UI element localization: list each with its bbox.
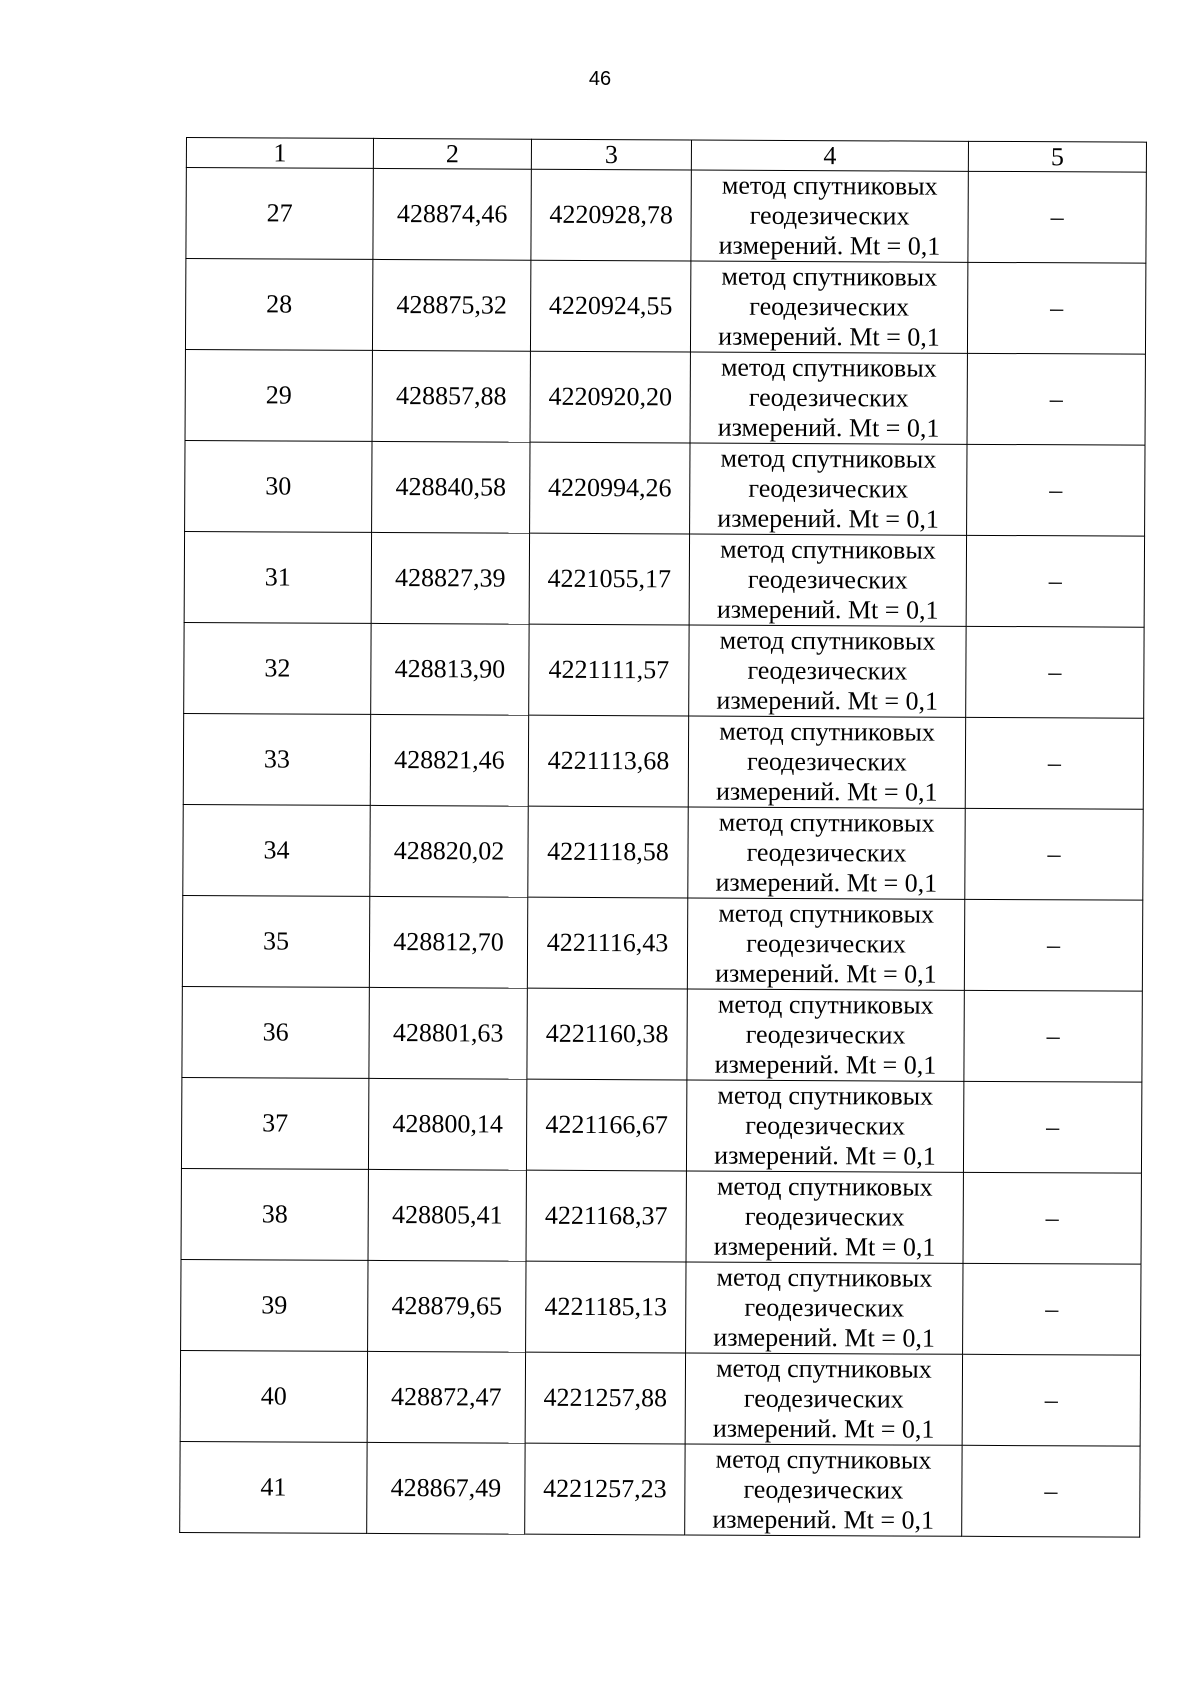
method-line: измерений. Mt = 0,1 — [716, 594, 939, 625]
x-coordinate-cell: 428857,88 — [372, 350, 530, 442]
y-coordinate-cell: 4221111,57 — [529, 624, 689, 716]
x-coordinate-cell: 428800,14 — [368, 1078, 526, 1170]
y-coordinate-cell: 4221055,17 — [529, 533, 689, 625]
y-coordinate-cell: 4221185,13 — [526, 1261, 686, 1353]
method-line: измерений. Mt = 0,1 — [715, 776, 938, 807]
note-cell: – — [965, 717, 1143, 809]
column-header-5: 5 — [968, 141, 1146, 172]
method-line: геодезических — [745, 1019, 906, 1050]
note-cell: – — [962, 1445, 1140, 1537]
note-cell: – — [965, 808, 1143, 900]
method-line: измерений. Mt = 0,1 — [716, 685, 939, 716]
point-number-cell: 34 — [183, 804, 370, 896]
x-coordinate-cell: 428827,39 — [371, 532, 529, 624]
method-line: метод спутниковых — [718, 898, 935, 929]
method-line: геодезических — [744, 1201, 905, 1232]
method-line: метод спутниковых — [719, 716, 936, 747]
method-line: геодезических — [743, 1383, 904, 1414]
x-coordinate-cell: 428805,41 — [368, 1169, 526, 1261]
point-number-cell: 33 — [183, 713, 370, 805]
method-line: метод спутниковых — [716, 1262, 933, 1293]
table-row — [181, 1077, 1141, 1173]
y-coordinate-cell: 4221116,43 — [527, 897, 687, 989]
x-coordinate-cell: 428813,90 — [371, 623, 529, 715]
method-line: метод спутниковых — [721, 170, 938, 201]
method-line: метод спутниковых — [717, 1080, 934, 1111]
x-coordinate-cell: 428867,49 — [367, 1442, 525, 1534]
page-number: 46 — [588, 68, 612, 90]
method-line: геодезических — [746, 928, 906, 959]
y-coordinate-cell: 4220994,26 — [530, 442, 690, 534]
method-line: измерений. Mt = 0,1 — [713, 1231, 936, 1262]
note-cell: – — [967, 353, 1145, 445]
method-cell — [687, 989, 964, 1081]
column-header-3: 3 — [531, 139, 691, 170]
point-number-cell: 36 — [182, 986, 369, 1078]
table-body — [180, 168, 1147, 1538]
method-cell — [689, 534, 966, 626]
y-coordinate-cell: 4220924,55 — [530, 260, 690, 352]
method-line: измерений. Mt = 0,1 — [712, 1504, 935, 1535]
point-number-cell: 32 — [184, 622, 371, 714]
column-header-1: 1 — [186, 138, 373, 169]
table-row — [181, 1168, 1141, 1264]
method-cell — [690, 261, 967, 353]
method-cell — [690, 443, 967, 535]
note-cell: – — [964, 990, 1142, 1082]
method-line: измерений. Mt = 0,1 — [718, 230, 941, 261]
column-header-2: 2 — [373, 138, 531, 169]
method-line: метод спутниковых — [717, 989, 934, 1020]
x-coordinate-cell: 428812,70 — [369, 896, 527, 988]
method-line: геодезических — [746, 837, 907, 868]
note-cell: – — [967, 262, 1145, 354]
table-row — [184, 622, 1144, 718]
point-number-cell: 39 — [181, 1259, 368, 1351]
table-row — [182, 986, 1142, 1082]
note-cell: – — [963, 1081, 1141, 1173]
header-row — [186, 138, 1146, 173]
method-cell — [686, 1171, 963, 1263]
point-number-cell: 28 — [185, 259, 372, 351]
method-cell — [690, 352, 967, 444]
method-line: измерений. Mt = 0,1 — [715, 958, 937, 989]
y-coordinate-cell: 4221257,23 — [525, 1443, 685, 1535]
x-coordinate-cell: 428840,58 — [372, 441, 530, 533]
method-line: геодезических — [747, 746, 907, 777]
method-line: метод спутниковых — [720, 443, 937, 474]
column-header-4: 4 — [691, 140, 968, 171]
method-line: геодезических — [747, 564, 908, 595]
x-coordinate-cell: 428879,65 — [368, 1260, 526, 1352]
point-number-cell: 40 — [180, 1350, 367, 1442]
table-row — [180, 1441, 1140, 1537]
note-cell: – — [967, 444, 1145, 536]
method-line: метод спутниковых — [715, 1444, 932, 1475]
y-coordinate-cell: 4221118,58 — [528, 806, 688, 898]
method-line: измерений. Mt = 0,1 — [717, 412, 940, 443]
method-line: измерений. Mt = 0,1 — [717, 503, 940, 534]
table-row — [182, 895, 1142, 991]
point-number-cell: 35 — [182, 895, 369, 987]
method-line: измерений. Mt = 0,1 — [714, 1049, 937, 1080]
method-line: метод спутниковых — [716, 1353, 932, 1384]
y-coordinate-cell: 4221166,67 — [526, 1079, 686, 1171]
method-line: геодезических — [748, 382, 909, 413]
method-cell — [689, 625, 966, 717]
method-cell — [687, 898, 964, 990]
note-cell: – — [966, 535, 1144, 627]
note-cell: – — [963, 1172, 1141, 1264]
point-number-cell: 41 — [180, 1441, 367, 1533]
method-line: геодезических — [748, 473, 909, 504]
point-number-cell: 27 — [186, 168, 373, 260]
point-number-cell: 30 — [185, 440, 372, 532]
table-row — [184, 531, 1144, 627]
table-row — [183, 713, 1143, 809]
y-coordinate-cell: 4221168,37 — [526, 1170, 686, 1262]
method-cell — [685, 1444, 962, 1536]
table-row — [183, 804, 1143, 900]
method-line: метод спутниковых — [720, 352, 937, 383]
x-coordinate-cell: 428875,32 — [372, 259, 530, 351]
point-number-cell: 31 — [184, 531, 371, 623]
method-line: геодезических — [743, 1474, 904, 1505]
note-cell: – — [964, 899, 1142, 991]
x-coordinate-cell: 428821,46 — [370, 714, 528, 806]
method-cell — [688, 716, 965, 808]
point-number-cell: 37 — [181, 1077, 368, 1169]
x-coordinate-cell: 428874,46 — [373, 168, 531, 260]
method-line: метод спутниковых — [718, 807, 935, 838]
table-row — [185, 349, 1145, 445]
x-coordinate-cell: 428820,02 — [370, 805, 528, 897]
method-cell — [686, 1262, 963, 1354]
y-coordinate-cell: 4221257,88 — [525, 1352, 685, 1444]
method-line: метод спутниковых — [719, 625, 936, 656]
method-line: измерений. Mt = 0,1 — [712, 1413, 935, 1444]
note-cell: – — [966, 626, 1144, 718]
method-line: геодезических — [744, 1292, 905, 1323]
method-line: геодезических — [745, 1110, 906, 1141]
note-cell: – — [968, 171, 1146, 263]
method-line: измерений. Mt = 0,1 — [713, 1322, 936, 1353]
table-row — [186, 168, 1146, 264]
method-cell — [685, 1353, 962, 1445]
point-number-cell: 38 — [181, 1168, 368, 1260]
table-row — [181, 1259, 1141, 1355]
coordinates-table — [179, 137, 1147, 1538]
x-coordinate-cell: 428872,47 — [367, 1351, 525, 1443]
method-line: метод спутниковых — [721, 261, 938, 292]
method-cell — [691, 170, 968, 262]
note-cell: – — [963, 1263, 1141, 1355]
method-line: метод спутниковых — [716, 1171, 933, 1202]
method-line: геодезических — [747, 655, 908, 686]
x-coordinate-cell: 428801,63 — [369, 987, 527, 1079]
table-row — [185, 259, 1145, 355]
method-cell — [686, 1080, 963, 1172]
note-cell: – — [962, 1354, 1140, 1446]
table-row — [180, 1350, 1140, 1446]
method-line: измерений. Mt = 0,1 — [715, 867, 938, 898]
y-coordinate-cell: 4220920,20 — [530, 351, 690, 443]
method-line: метод спутниковых — [720, 534, 936, 565]
y-coordinate-cell: 4221113,68 — [528, 715, 688, 807]
method-cell — [688, 807, 965, 899]
table-row — [185, 440, 1145, 536]
y-coordinate-cell: 4221160,38 — [527, 988, 687, 1080]
method-line: измерений. Mt = 0,1 — [714, 1140, 936, 1171]
method-line: измерений. Mt = 0,1 — [718, 321, 940, 352]
method-line: геодезических — [749, 291, 910, 322]
method-line: геодезических — [749, 200, 910, 231]
point-number-cell: 29 — [185, 349, 372, 441]
y-coordinate-cell: 4220928,78 — [531, 169, 691, 261]
